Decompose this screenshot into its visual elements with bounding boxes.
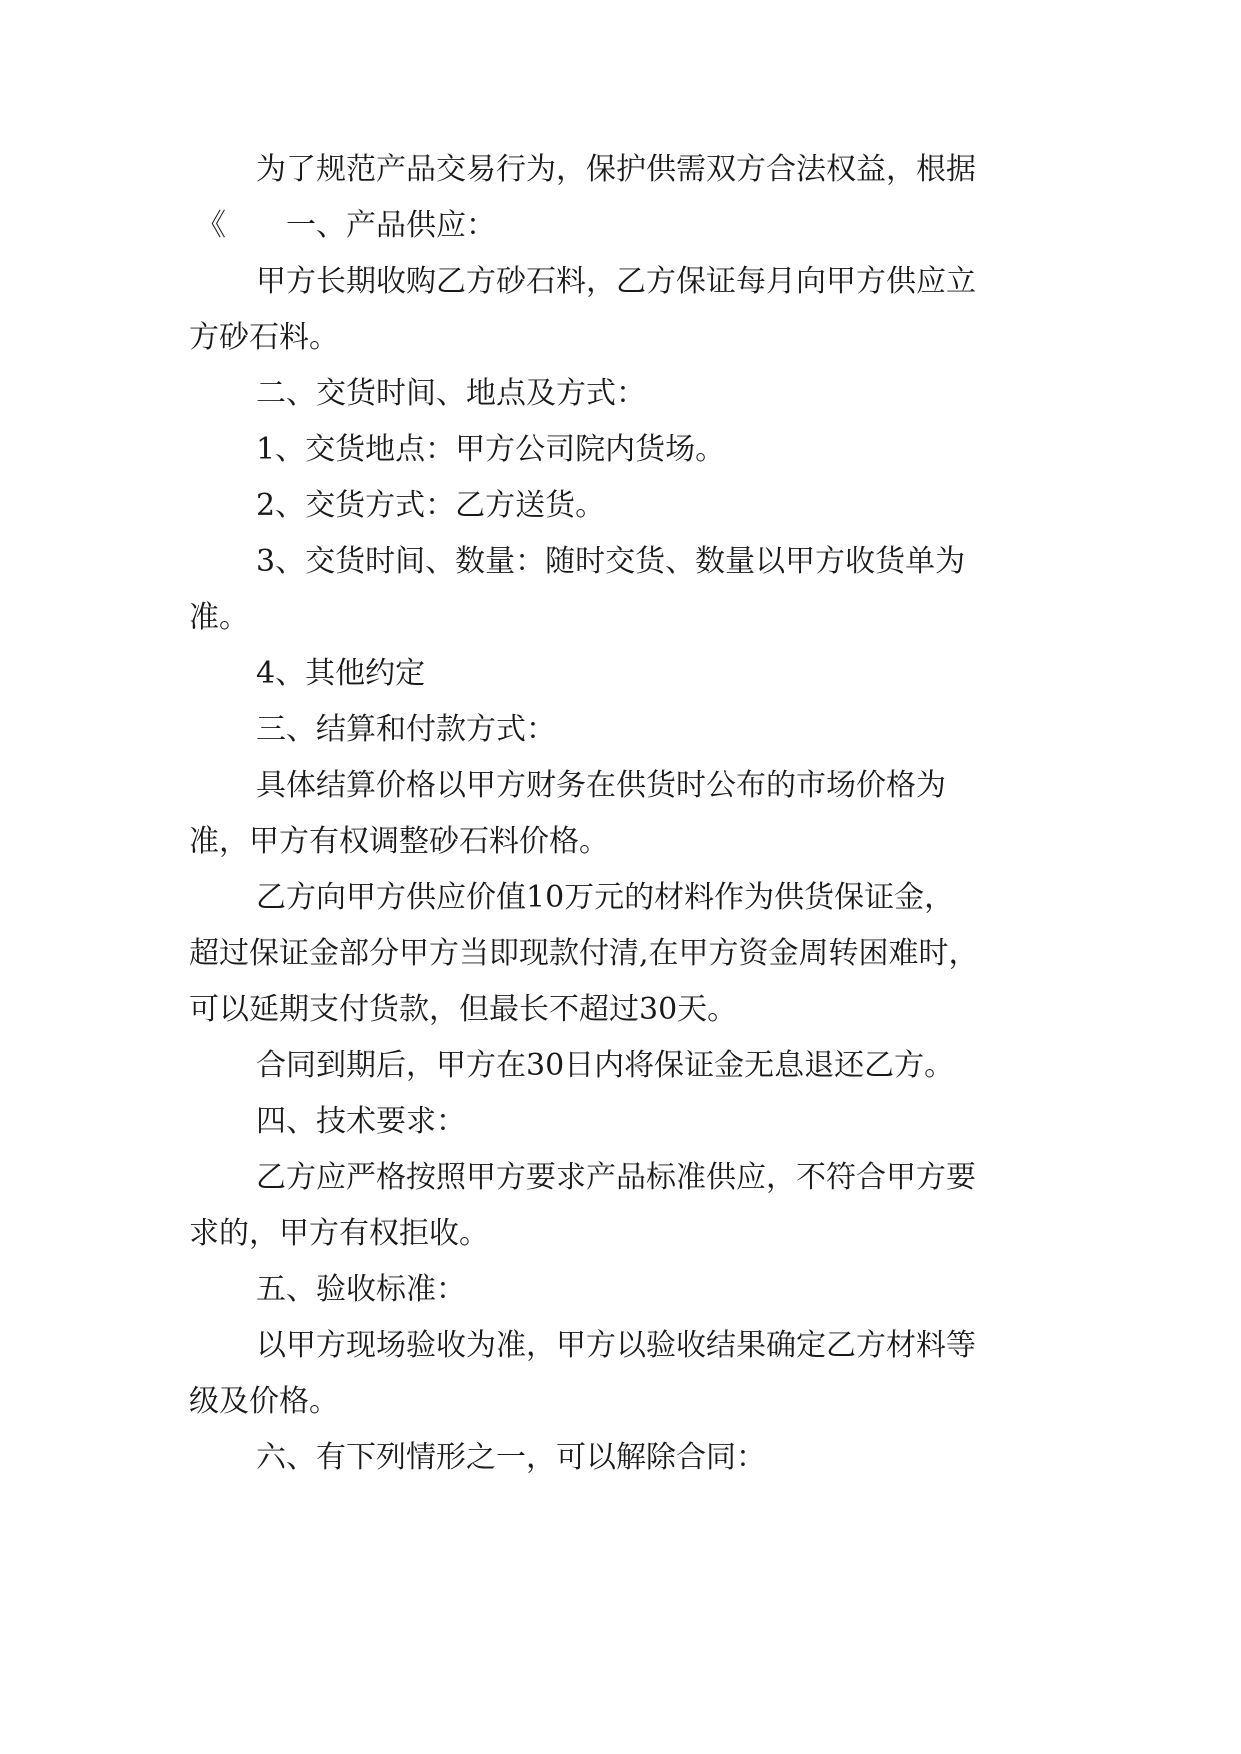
text-line: 级及价格。: [189, 1384, 339, 1419]
text-line: 超过保证金部分甲方当即现款付清,在甲方资金周转困难时，: [189, 936, 979, 971]
text-line: 乙方向甲方供应价值10万元的材料作为供货保证金，: [256, 880, 955, 915]
text-line: 以甲方现场验收为准，甲方以验收结果确定乙方材料等: [256, 1328, 976, 1363]
text-line: 4、其他约定: [256, 656, 426, 691]
text-line: 二、交货时间、地点及方式：: [256, 376, 646, 411]
text-line: 2、交货方式：乙方送货。: [256, 488, 606, 523]
text-line: 为了规范产品交易行为，保护供需双方合法权益，根据: [256, 152, 976, 187]
text-line: 3、交货时间、数量：随时交货、数量以甲方收货单为: [256, 544, 966, 579]
text-line: 方砂石料。: [189, 320, 339, 355]
text-line: 三、结算和付款方式：: [256, 712, 556, 747]
text-line: 《 一、产品供应：: [196, 208, 496, 243]
text-line: 四、技术要求：: [256, 1104, 466, 1139]
text-line: 可以延期支付货款，但最长不超过30天。: [189, 992, 738, 1027]
text-line: 五、验收标准：: [256, 1272, 466, 1307]
text-line: 甲方长期收购乙方砂石料，乙方保证每月向甲方供应立: [256, 264, 976, 299]
text-line: 具体结算价格以甲方财务在供货时公布的市场价格为: [256, 768, 946, 803]
text-line: 1、交货地点：甲方公司院内货场。: [256, 432, 726, 467]
text-line: 准。: [189, 600, 249, 635]
text-line: 乙方应严格按照甲方要求产品标准供应，不符合甲方要: [256, 1160, 976, 1195]
text-line: 求的，甲方有权拒收。: [189, 1216, 489, 1251]
text-line: 准，甲方有权调整砂石料价格。: [189, 824, 609, 859]
text-line: 六、有下列情形之一，可以解除合同：: [256, 1440, 766, 1475]
text-line: 合同到期后，甲方在30日内将保证金无息退还乙方。: [256, 1048, 955, 1083]
